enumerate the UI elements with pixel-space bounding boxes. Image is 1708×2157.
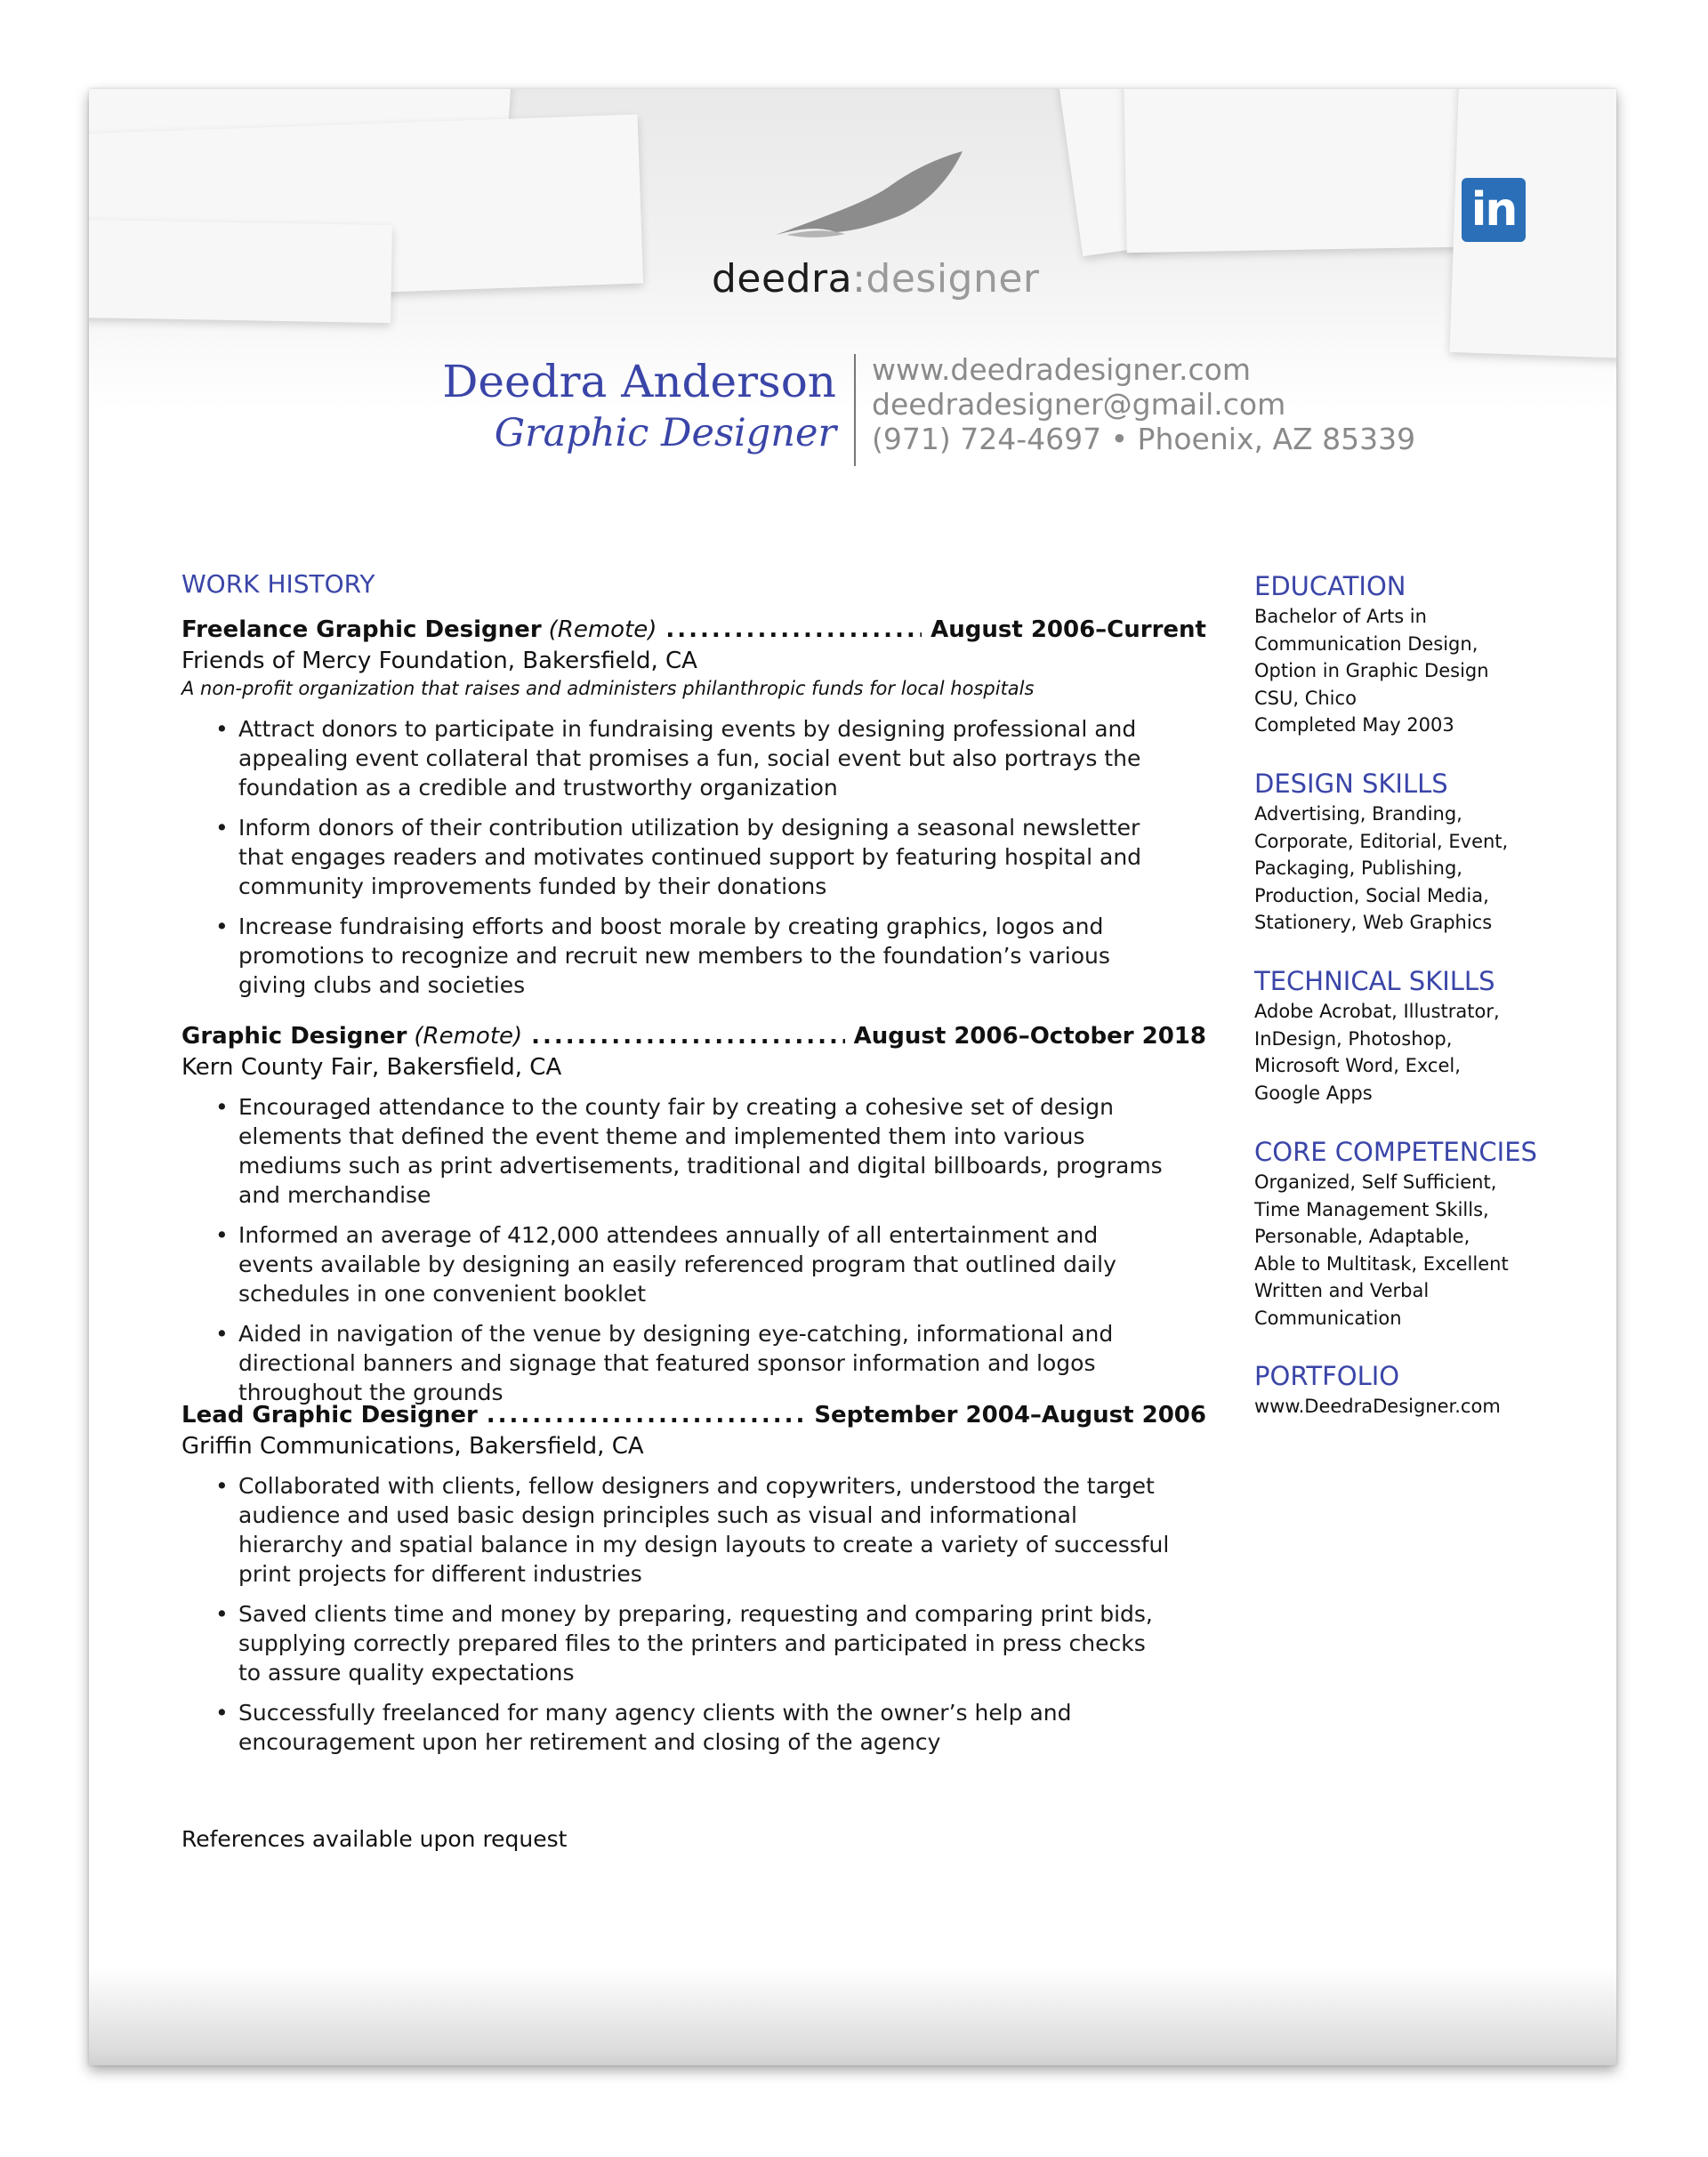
job-2-organization: Kern County Fair, Bakersfield, CA — [181, 1054, 562, 1081]
job-title: Freelance Graphic Designer — [181, 616, 542, 643]
education-line: Option in Graphic Design — [1254, 660, 1489, 681]
education-details — [1254, 603, 1548, 739]
core-competencies-line: Able to Multitask, Excellent — [1254, 1252, 1509, 1275]
job-3-header — [181, 1402, 1206, 1429]
dot-leader — [665, 616, 922, 643]
job-dates: August 2006–October 2018 — [853, 1023, 1206, 1050]
list-item: • Encouraged attendance to the county fair by creating a cohesive set of design elements that defined the event theme and implemented them into various mediums such as print advertisements, traditional and digital billboards, programs and merchandise — [212, 1092, 1172, 1210]
footer-shadow — [89, 1968, 1616, 2065]
contact-email[interactable]: deedradesigner@gmail.com — [872, 387, 1286, 422]
paper-sheet-3 — [89, 220, 392, 323]
technical-skills-heading: TECHNICAL SKILLS — [1254, 966, 1495, 996]
list-item: • Aided in navigation of the venue by designing eye-catching, informational and directional banners and signage that featured sponsor information and logos throughout the grounds — [212, 1319, 1172, 1407]
design-skills-line: Corporate, Editorial, Event, — [1254, 830, 1509, 852]
logo-wordmark — [712, 256, 1040, 302]
technical-skills-line: Adobe Acrobat, Illustrator, — [1254, 1001, 1500, 1022]
job-1-organization: Friends of Mercy Foundation, Bakersfield, CA — [181, 648, 697, 674]
dot-leader — [487, 1402, 806, 1429]
core-competencies-line: Communication — [1254, 1307, 1402, 1329]
education-line: Communication Design, — [1254, 632, 1478, 655]
portfolio-details — [1254, 1393, 1548, 1421]
job-3-organization: Griffin Communications, Bakersfield, CA — [181, 1433, 644, 1460]
logo-word-secondary: designer — [866, 256, 1040, 302]
portfolio-link[interactable]: www.DeedraDesigner.com — [1254, 1396, 1501, 1417]
design-skills-line: Production, Social Media, — [1254, 884, 1489, 906]
references-note: References available upon request — [181, 1826, 568, 1852]
education-line: Bachelor of Arts in — [1254, 606, 1427, 627]
candidate-title: Graphic Designer — [494, 411, 836, 455]
core-competencies-line: Personable, Adaptable, — [1254, 1226, 1470, 1247]
technical-skills-line: InDesign, Photoshop, — [1254, 1027, 1453, 1050]
job-remote: (Remote) — [414, 1023, 523, 1050]
work-history-heading: WORK HISTORY — [181, 569, 375, 599]
logo-word-main: deedra — [712, 256, 853, 302]
logo-separator: : — [852, 256, 866, 302]
education-line: CSU, Chico — [1254, 687, 1357, 709]
job-dates: September 2004–August 2006 — [814, 1402, 1206, 1429]
logo-swoosh-icon — [774, 149, 970, 247]
list-item: • Successfully freelanced for many agency clients with the owner’s help and encouragement upon her retirement and closing of the agency — [212, 1698, 1172, 1757]
core-competencies-line: Written and Verbal — [1254, 1280, 1430, 1301]
list-item: • Increase fundraising efforts and boost morale by creating graphics, logos and promotions to recognize and recruit new members to the foundation’s various giving clubs and societies — [212, 912, 1172, 1000]
job-remote: (Remote) — [548, 616, 657, 643]
education-line: Completed May 2003 — [1254, 714, 1454, 736]
design-skills-line: Packaging, Publishing, — [1254, 857, 1462, 879]
list-item: • Inform donors of their contribution utilization by designing a seasonal newsletter that engages readers and motivates continued support by featuring hospital and community improvements funded by their donations — [212, 813, 1172, 901]
list-item: • Informed an average of 412,000 attendees annually of all entertainment and events available by designing an easily referenced program that outlined daily schedules in one convenient booklet — [212, 1220, 1172, 1308]
resume-page — [89, 89, 1616, 2065]
core-competencies-list — [1254, 1169, 1548, 1332]
design-skills-list — [1254, 801, 1548, 937]
job-1-description: A non-profit organization that raises and administers philanthropic funds for local hospitals — [181, 678, 1035, 699]
technical-skills-list — [1254, 998, 1548, 1107]
job-dates: August 2006–Current — [931, 616, 1206, 643]
technical-skills-line: Microsoft Word, Excel, — [1254, 1055, 1461, 1076]
job-1-bullets — [212, 714, 1172, 1010]
job-1-header — [181, 616, 1206, 643]
portfolio-heading: PORTFOLIO — [1254, 1361, 1400, 1391]
header-divider — [854, 354, 856, 466]
job-title: Graphic Designer — [181, 1023, 407, 1050]
education-heading: EDUCATION — [1254, 571, 1406, 601]
list-item: • Attract donors to participate in fundraising events by designing professional and appealing event collateral that promises a fun, social event but also portrays the foundation as a credible and trustworthy organization — [212, 714, 1172, 802]
candidate-name: Deedra Anderson — [442, 356, 836, 407]
contact-website[interactable]: www.deedradesigner.com — [872, 352, 1252, 387]
core-competencies-line: Time Management Skills, — [1254, 1198, 1489, 1220]
job-2-header — [181, 1023, 1206, 1050]
core-competencies-line: Organized, Self Sufficient, — [1254, 1171, 1497, 1193]
linkedin-icon[interactable]: in — [1462, 178, 1526, 242]
design-skills-line: Stationery, Web Graphics — [1254, 912, 1493, 933]
design-skills-line: Advertising, Branding, — [1254, 803, 1462, 825]
job-3-bullets — [212, 1471, 1172, 1767]
list-item: • Saved clients time and money by preparing, requesting and comparing print bids, supplying correctly prepared files to the printers and participated in press checks to assure quality expectations — [212, 1599, 1172, 1687]
contact-phone-location: (971) 724-4697 • Phoenix, AZ 85339 — [872, 422, 1416, 456]
job-2-bullets — [212, 1092, 1172, 1418]
technical-skills-line: Google Apps — [1254, 1082, 1373, 1104]
core-competencies-heading: CORE COMPETENCIES — [1254, 1137, 1537, 1167]
list-item: • Collaborated with clients, fellow designers and copywriters, understood the target audience and used basic design principles such as visual and informational hierarchy and spatial balance in my design layouts to create a variety of successful print projects for different industries — [212, 1471, 1172, 1589]
job-title: Lead Graphic Designer — [181, 1402, 478, 1429]
dot-leader — [531, 1023, 844, 1050]
design-skills-heading: DESIGN SKILLS — [1254, 769, 1448, 799]
